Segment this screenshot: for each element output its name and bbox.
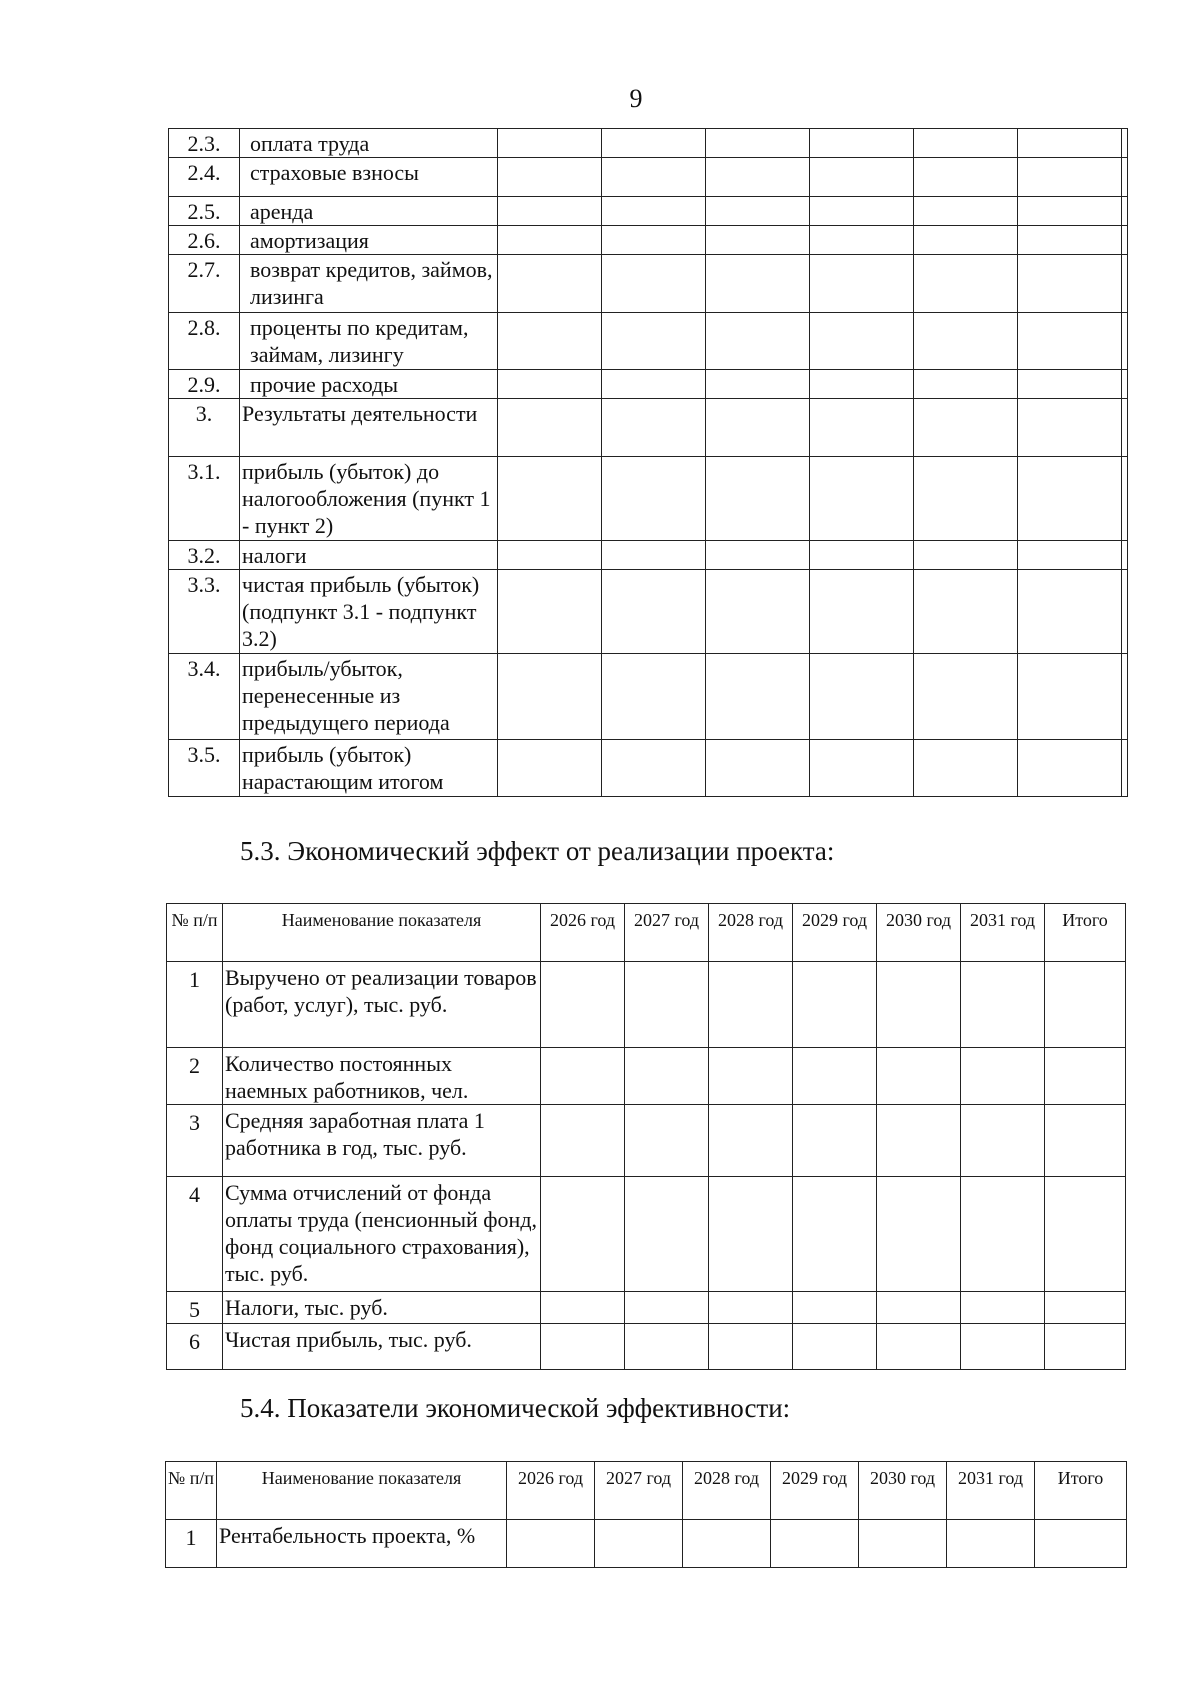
column-header: 2029 год [793,904,877,962]
table-row [169,457,1128,541]
row-label: чистая прибыль (убыток) (подпункт 3.1 - подпункт 3.2) [240,570,498,654]
economic-effect-table [166,903,1126,1370]
page-number: 9 [629,84,643,113]
column-header: 2028 год [709,904,793,962]
column-header: 2031 год [961,904,1045,962]
row-label: Количество постоянных наемных работников, чел. [223,1048,541,1105]
efficiency-indicators-table [165,1461,1127,1568]
row-number: 3 [167,1105,223,1177]
row-number: 2.5. [169,197,240,226]
column-header: 2028 год [683,1462,771,1520]
table-row [167,1105,1126,1177]
row-label: аренда [240,197,498,226]
table-row [167,1324,1126,1370]
table-row [169,313,1128,370]
table-row [167,962,1126,1048]
row-number: 2.7. [169,255,240,313]
row-number: 3.3. [169,570,240,654]
row-label: возврат кредитов, займов, лизинга [240,255,498,313]
table-row [167,1292,1126,1324]
table-row [169,399,1128,457]
row-number: 2.3. [169,129,240,158]
row-label: прочие расходы [240,370,498,399]
row-label: Чистая прибыль, тыс. руб. [223,1324,541,1370]
table-row [169,226,1128,255]
table-row [169,654,1128,740]
row-label: Рентабельность проекта, % [217,1520,507,1568]
row-label: прибыль (убыток) нарастающим итогом [240,740,498,797]
row-number: 6 [167,1324,223,1370]
table-row [169,370,1128,399]
table-row [169,197,1128,226]
column-header: Итого [1045,904,1126,962]
row-label: Результаты деятельности [240,399,498,457]
row-number: 2.9. [169,370,240,399]
row-label: страховые взносы [240,158,498,197]
row-number: 2 [167,1048,223,1105]
row-label: прибыль (убыток) до налогообложения (пункт 1 - пункт 2) [240,457,498,541]
column-header: № п/п [167,904,223,962]
row-number: 3.2. [169,541,240,570]
column-header: 2031 год [947,1462,1035,1520]
column-header: 2026 год [507,1462,595,1520]
row-number: 2.6. [169,226,240,255]
row-number: 1 [167,962,223,1048]
row-number: 3.1. [169,457,240,541]
column-header: 2027 год [625,904,709,962]
row-label: проценты по кредитам, займам, лизингу [240,313,498,370]
row-number: 3.4. [169,654,240,740]
table-row [169,158,1128,197]
column-header: 2029 год [771,1462,859,1520]
row-number: 2.8. [169,313,240,370]
table-row [169,570,1128,654]
table-row [166,1520,1127,1568]
row-number: 1 [166,1520,217,1568]
row-label: оплата труда [240,129,498,158]
table-header-row [167,904,1126,962]
row-label: амортизация [240,226,498,255]
table-row [169,129,1128,158]
table-row [169,541,1128,570]
row-number: 4 [167,1177,223,1292]
table-row [167,1048,1126,1105]
row-label: прибыль/убыток, перенесенные из предыдущего периода [240,654,498,740]
column-header: Наименование показателя [223,904,541,962]
row-number: 2.4. [169,158,240,197]
table-row [169,255,1128,313]
column-header: Итого [1035,1462,1127,1520]
row-label: Выручено от реализации товаров (работ, услуг), тыс. руб. [223,962,541,1048]
table-header-row [166,1462,1127,1520]
row-label: налоги [240,541,498,570]
column-header: 2026 год [541,904,625,962]
row-label: Налоги, тыс. руб. [223,1292,541,1324]
financial-plan-table [168,128,1128,797]
column-header: Наименование показателя [217,1462,507,1520]
row-label: Сумма отчислений от фонда оплаты труда (пенсионный фонд, фонд социального страхования), тыс. руб. [223,1177,541,1292]
row-label: Средняя заработная плата 1 работника в год, тыс. руб. [223,1105,541,1177]
row-number: 3. [169,399,240,457]
table-row [167,1177,1126,1292]
section-heading-5-3: 5.3. Экономический эффект от реализации проекта: [240,836,835,866]
table-row [169,740,1128,797]
row-number: 5 [167,1292,223,1324]
column-header: 2027 год [595,1462,683,1520]
row-number: 3.5. [169,740,240,797]
section-heading-5-4: 5.4. Показатели экономической эффективности: [240,1393,791,1423]
column-header: № п/п [166,1462,217,1520]
column-header: 2030 год [859,1462,947,1520]
column-header: 2030 год [877,904,961,962]
